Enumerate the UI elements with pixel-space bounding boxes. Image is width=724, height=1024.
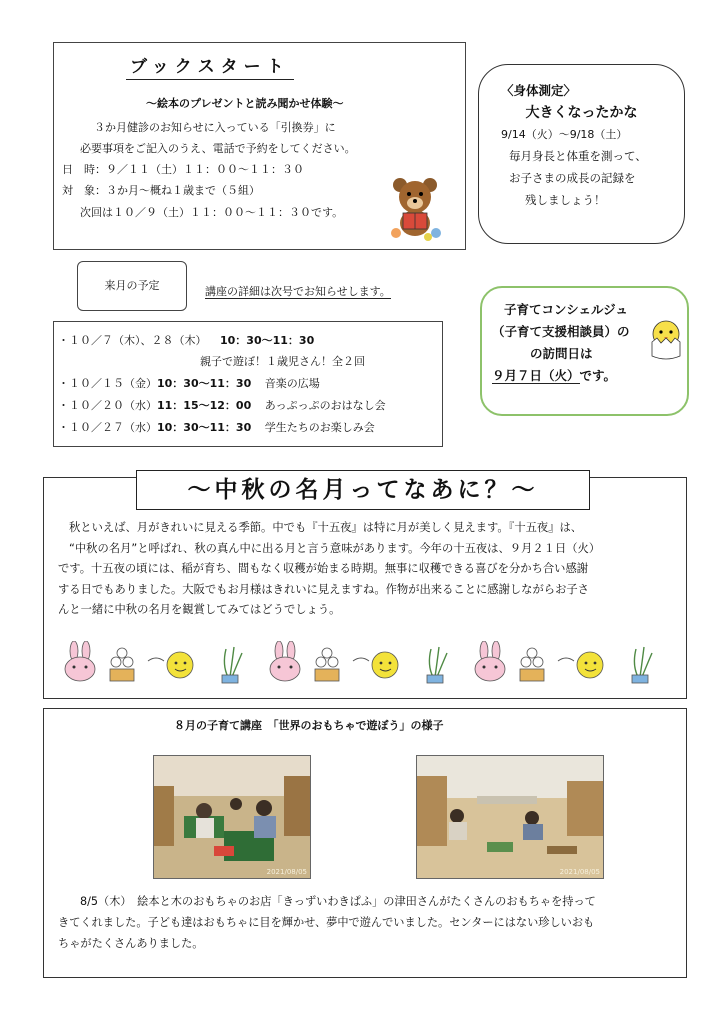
schedule-date: ・１０／２０（水）	[58, 399, 157, 412]
date-label: 日 時：	[62, 163, 106, 176]
measurement-title: 〈身体測定〉	[501, 83, 577, 98]
target-label: 対 象：	[62, 184, 106, 197]
book-start-subtitle: ～絵本のプレゼントと読み聞かせ体験～	[146, 97, 344, 110]
moon-festival-section	[43, 477, 687, 699]
workshop-photo-1-image	[154, 756, 310, 878]
next-month-tab-label: 来月の予定	[104, 279, 160, 292]
moon-line: です。十五夜の頃には、稲が育ち、間もなく収穫が始まる時期。無事に収穫できる喜びを分かち合い感謝	[58, 562, 589, 575]
photo-2-stamp: 2021/08/05	[559, 867, 600, 876]
schedule-date: ・１０／７（木）、２８（木）	[58, 334, 207, 347]
book-start-line1: ３か月健診のお知らせに入っている「引換券」に	[94, 121, 336, 134]
book-start-line2: 必要事項をご記入のうえ、電話で予約をしてください。	[80, 142, 356, 155]
schedule-date: ・１０／２７（水）	[58, 421, 157, 434]
next-month-schedule	[53, 321, 443, 447]
moon-line: する日でもありました。大阪でもお月様はきれいに見えますね。作物が出来ることに感謝しながらお子さ	[58, 582, 589, 596]
moon-festival-text	[58, 518, 670, 621]
august-line: 8/5（木） 絵本と木のおもちゃのお店「きっずいわきぱふ」の津田さんがたくさんのおもちゃを持って	[80, 895, 596, 908]
target-value: ３か月～概ね１歳まで（５組）	[106, 184, 260, 197]
moon-decoration-row	[56, 641, 676, 685]
schedule-row-2	[58, 377, 320, 390]
moon-line: “中秋の名月”と呼ばれ、秋の真ん中に出る月と言う意味があります。今年の十五夜は、９月２１日（火）	[69, 541, 601, 555]
next-month-note: 講座の詳細は次号でお知らせします。	[205, 285, 391, 298]
book-start-next: 次回は１０／９（土）１１：００～１１：３０です。	[80, 206, 344, 219]
concierge-section	[480, 286, 689, 416]
august-workshop-section	[43, 708, 687, 978]
pampas-grass-icon	[222, 647, 242, 683]
schedule-date: ・１０／１５（金）	[58, 377, 157, 390]
schedule-event: 音楽の広場	[264, 377, 320, 390]
concierge-suffix: です。	[579, 368, 617, 383]
concierge-line1: 子育てコンシェルジュ	[504, 302, 628, 317]
bear-reading-icon	[386, 173, 452, 243]
schedule-row-1	[58, 334, 314, 347]
schedule-event: あっぷっぷのおはなし会	[264, 399, 386, 412]
book-start-title: ブックスタート	[126, 57, 294, 80]
workshop-photo-2-image	[417, 756, 603, 878]
date-value: ９／１１（土）１１：００～１１：３０	[106, 163, 304, 176]
measurement-line1: 毎月身長と体重を測って、	[509, 149, 647, 163]
schedule-row-3	[58, 399, 386, 412]
workshop-photo-2	[416, 755, 604, 879]
august-text	[58, 891, 670, 954]
measurement-line3: 残しましょう！	[525, 193, 606, 207]
measurement-headline	[479, 105, 684, 122]
moon-face-icon	[148, 652, 193, 678]
august-line: きてくれました。子ども達はおもちゃに目を輝かせ、夢中で遊んでいました。センターにはない珍しいおも	[58, 916, 595, 929]
book-start-date	[62, 163, 304, 176]
concierge-line3: の訪問日は	[530, 346, 593, 361]
workshop-photo-1	[153, 755, 311, 879]
next-month-tab	[77, 261, 187, 311]
schedule-time: 11：15～12：00	[157, 399, 252, 412]
schedule-row-4	[58, 421, 375, 434]
measurement-dates: 9/14（火）～9/18（土）	[501, 128, 628, 141]
august-heading: ８月の子育て講座 「世界のおもちゃで遊ぼう」の様子	[174, 719, 444, 732]
concierge-date-line	[492, 368, 616, 383]
moon-festival-title: ～中秋の名月ってなあに？～	[136, 470, 590, 510]
schedule-time: 10：30～11：30	[157, 377, 252, 390]
photo-1-stamp: 2021/08/05	[266, 867, 307, 876]
dango-icon	[110, 648, 134, 681]
measurement-line2: お子さまの成長の記録を	[509, 171, 636, 185]
measurement-headline-text: 大きくなったかな	[525, 105, 638, 121]
book-start-section	[53, 42, 466, 250]
body-measurement-section	[478, 64, 685, 244]
rabbit-icon	[65, 641, 95, 681]
moon-line: 秋といえば、月がきれいに見える季節。中でも『十五夜』は特に月が美しく見えます。『十五夜』は、	[69, 521, 583, 534]
concierge-date: ９月７日（火）	[492, 368, 580, 383]
concierge-line2: （子育て支援相談員）の	[492, 324, 630, 339]
moon-line: んと一緒に中秋の名月を観賞してみてはどうでしょう。	[58, 603, 341, 616]
schedule-event: 学生たちのお楽しみ会	[264, 421, 375, 434]
chick-icon	[648, 316, 684, 360]
schedule-time: 10：30～11：30	[220, 334, 315, 347]
schedule-time: 10：30～11：30	[157, 421, 252, 434]
schedule-row-1-event: 親子で遊ぼ！１歳児さん！全２回	[200, 355, 365, 368]
august-line: ちゃがたくさんありました。	[58, 937, 204, 950]
book-start-target	[62, 184, 260, 197]
